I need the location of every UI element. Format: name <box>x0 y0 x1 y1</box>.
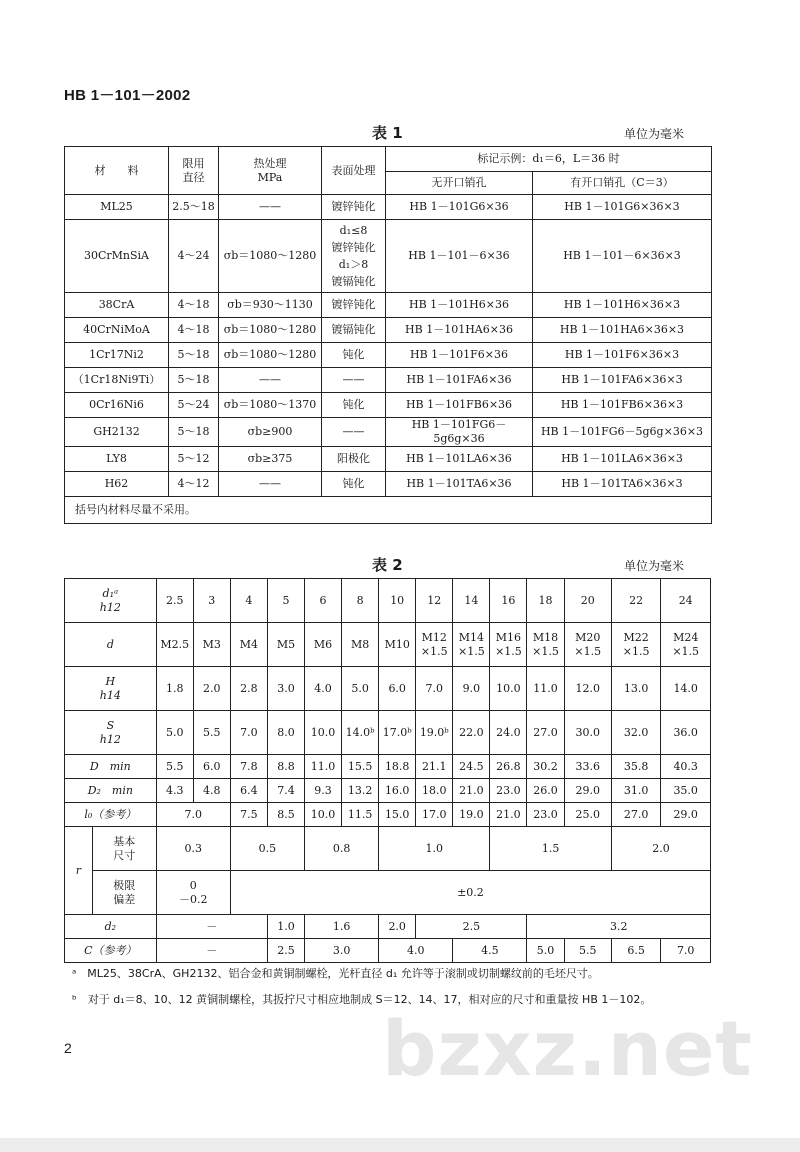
t1-row <box>65 393 712 418</box>
t1-cell-with-hole: HB 1－101FG6－5g6g×36×3 <box>533 418 712 447</box>
t2-cell-S: 5.0 <box>156 711 193 755</box>
t1-cell-surface: 阳极化 <box>322 447 386 472</box>
t2-label-S: S h12 <box>65 711 157 755</box>
t2-cell-D: 15.5 <box>342 755 379 779</box>
t2-cell-H: 9.0 <box>453 667 490 711</box>
t2-cell-r-basic: 0.8 <box>305 827 379 871</box>
t1-cell-surface: d₁≤8 镀锌钝化 d₁＞8 镀镉钝化 <box>322 220 386 293</box>
t2-cell-C: 6.5 <box>611 939 660 963</box>
t2-label-D: D min <box>65 755 157 779</box>
t2-row <box>65 579 711 623</box>
t2-cell-D2: 4.3 <box>156 779 193 803</box>
t2-cell-r-basic: 0.3 <box>156 827 230 871</box>
t2-cell-r-limit: 0 －0.2 <box>156 871 230 915</box>
t2-label-D2: D₂ min <box>65 779 157 803</box>
t1-cell-heat: σb＝1080～1280 <box>219 318 322 343</box>
t1-header-heat: 热处理 MPa <box>219 147 322 195</box>
t2-cell-l0: 21.0 <box>490 803 527 827</box>
t2-cell-l0: 15.0 <box>379 803 416 827</box>
t2-cell-d1: 5 <box>267 579 304 623</box>
t1-cell-heat: σb≥900 <box>219 418 322 447</box>
t2-cell-d: M4 <box>230 623 267 667</box>
t2-cell-C: 5.0 <box>527 939 564 963</box>
t2-cell-r-basic: 1.5 <box>490 827 612 871</box>
t2-cell-d2: 2.5 <box>416 915 527 939</box>
t1-cell-material: LY8 <box>65 447 169 472</box>
t2-cell-D: 11.0 <box>305 755 342 779</box>
t2-label-d: d <box>65 623 157 667</box>
t1-cell-no-hole: HB 1－101FA6×36 <box>386 368 533 393</box>
t1-cell-no-hole: HB 1－101F6×36 <box>386 343 533 368</box>
t2-cell-d: M20 ×1.5 <box>564 623 611 667</box>
t1-cell-material: 38CrA <box>65 293 169 318</box>
t1-cell-diameter: 2.5～18 <box>169 195 219 220</box>
t2-cell-d1: 3 <box>193 579 230 623</box>
t1-cell-no-hole: HB 1－101FB6×36 <box>386 393 533 418</box>
t2-cell-D2: 31.0 <box>611 779 660 803</box>
t1-row <box>65 418 712 447</box>
t2-cell-H: 10.0 <box>490 667 527 711</box>
t1-cell-diameter: 5～18 <box>169 418 219 447</box>
t2-cell-D: 5.5 <box>156 755 193 779</box>
t1-row <box>65 293 712 318</box>
t2-cell-l0: 29.0 <box>661 803 711 827</box>
t2-cell-d1: 16 <box>490 579 527 623</box>
t2-label-r-basic: 基本 尺寸 <box>92 827 156 871</box>
t2-cell-C: 5.5 <box>564 939 611 963</box>
t1-cell-no-hole: HB 1－101LA6×36 <box>386 447 533 472</box>
t1-row <box>65 343 712 368</box>
t2-cell-S: 8.0 <box>267 711 304 755</box>
t2-cell-d1: 18 <box>527 579 564 623</box>
t1-cell-heat: —— <box>219 472 322 497</box>
t1-cell-material: ML25 <box>65 195 169 220</box>
t2-cell-d1: 6 <box>305 579 342 623</box>
t2-cell-d: M6 <box>305 623 342 667</box>
table2 <box>64 578 711 963</box>
t1-cell-diameter: 5～18 <box>169 368 219 393</box>
t1-cell-material: GH2132 <box>65 418 169 447</box>
t1-cell-with-hole: HB 1－101－6×36×3 <box>533 220 712 293</box>
t2-cell-r-basic: 0.5 <box>230 827 304 871</box>
t1-cell-diameter: 4～18 <box>169 293 219 318</box>
t2-cell-d1: 4 <box>230 579 267 623</box>
t1-row <box>65 368 712 393</box>
t2-cell-d2: 1.0 <box>267 915 304 939</box>
t2-row <box>65 755 711 779</box>
t1-cell-surface: 钝化 <box>322 343 386 368</box>
t2-cell-l0: 25.0 <box>564 803 611 827</box>
t2-cell-r-limit: ±0.2 <box>230 871 710 915</box>
t1-cell-heat: σb≥375 <box>219 447 322 472</box>
t2-cell-S: 17.0ᵇ <box>379 711 416 755</box>
t2-cell-H: 1.8 <box>156 667 193 711</box>
t1-cell-surface: 钝化 <box>322 472 386 497</box>
t2-cell-D2: 4.8 <box>193 779 230 803</box>
t2-cell-D: 30.2 <box>527 755 564 779</box>
t2-label-H: H h14 <box>65 667 157 711</box>
t2-cell-D2: 7.4 <box>267 779 304 803</box>
t2-cell-d: M5 <box>267 623 304 667</box>
t2-cell-d: M14 ×1.5 <box>453 623 490 667</box>
t2-cell-d: M8 <box>342 623 379 667</box>
t2-cell-S: 27.0 <box>527 711 564 755</box>
t2-label-d2: d₂ <box>65 915 157 939</box>
t2-label-C: C（参考） <box>65 939 157 963</box>
t2-cell-d1: 8 <box>342 579 379 623</box>
t1-row <box>65 447 712 472</box>
t2-cell-H: 7.0 <box>416 667 453 711</box>
t1-cell-heat: σb＝930～1130 <box>219 293 322 318</box>
t1-row <box>65 220 712 293</box>
t1-cell-with-hole: HB 1－101FB6×36×3 <box>533 393 712 418</box>
t2-cell-S: 10.0 <box>305 711 342 755</box>
t1-cell-no-hole: HB 1－101TA6×36 <box>386 472 533 497</box>
t1-cell-material: H62 <box>65 472 169 497</box>
t2-cell-r-basic: 1.0 <box>379 827 490 871</box>
t2-cell-C: 3.0 <box>305 939 379 963</box>
t2-cell-l0: 27.0 <box>611 803 660 827</box>
t2-cell-D: 33.6 <box>564 755 611 779</box>
t2-cell-H: 3.0 <box>267 667 304 711</box>
t2-cell-l0: 11.5 <box>342 803 379 827</box>
t2-cell-H: 6.0 <box>379 667 416 711</box>
t2-cell-d: M22 ×1.5 <box>611 623 660 667</box>
t1-cell-diameter: 4～18 <box>169 318 219 343</box>
t2-cell-d: M18 ×1.5 <box>527 623 564 667</box>
t1-cell-material: 1Cr17Ni2 <box>65 343 169 368</box>
t1-cell-diameter: 5～18 <box>169 343 219 368</box>
t1-cell-surface: —— <box>322 368 386 393</box>
t2-cell-S: 14.0ᵇ <box>342 711 379 755</box>
t2-cell-C: 7.0 <box>661 939 711 963</box>
t2-cell-H: 2.8 <box>230 667 267 711</box>
t2-cell-H: 11.0 <box>527 667 564 711</box>
t2-cell-D2: 13.2 <box>342 779 379 803</box>
t2-cell-l0: 17.0 <box>416 803 453 827</box>
t2-cell-D: 8.8 <box>267 755 304 779</box>
t2-cell-D2: 29.0 <box>564 779 611 803</box>
t2-cell-D2: 35.0 <box>661 779 711 803</box>
t2-cell-C: － <box>156 939 267 963</box>
t2-cell-D: 7.8 <box>230 755 267 779</box>
t1-cell-with-hole: HB 1－101LA6×36×3 <box>533 447 712 472</box>
bottom-bar <box>0 1138 800 1152</box>
t2-cell-D: 6.0 <box>193 755 230 779</box>
t2-cell-d2: 3.2 <box>527 915 711 939</box>
footnote-b: ᵇ 对于 d₁＝8、10、12 黄铜制螺栓，其扳拧尺寸相应地制成 S＝12、14、17，相对应的尺寸和重量按 HB 1－102。 <box>72 993 652 1006</box>
t1-cell-heat: σb＝1080～1280 <box>219 220 322 293</box>
t2-row <box>65 915 711 939</box>
t2-cell-d2: 2.0 <box>379 915 416 939</box>
t1-cell-heat: σb＝1080～1280 <box>219 343 322 368</box>
t2-cell-S: 36.0 <box>661 711 711 755</box>
t1-header-example: 标记示例：d₁＝6，L＝36 时 <box>386 147 712 172</box>
t2-cell-d1: 12 <box>416 579 453 623</box>
document-number: HB 1－101－2002 <box>64 87 191 104</box>
t2-cell-d2: － <box>156 915 267 939</box>
t2-cell-d1: 10 <box>379 579 416 623</box>
t2-cell-D2: 26.0 <box>527 779 564 803</box>
t1-cell-surface: 镀镉钝化 <box>322 318 386 343</box>
t2-cell-C: 2.5 <box>267 939 304 963</box>
t2-cell-D2: 9.3 <box>305 779 342 803</box>
t1-cell-with-hole: HB 1－101G6×36×3 <box>533 195 712 220</box>
page-number: 2 <box>64 1040 72 1056</box>
t2-cell-D2: 6.4 <box>230 779 267 803</box>
t2-cell-l0: 7.0 <box>156 803 230 827</box>
t2-cell-S: 22.0 <box>453 711 490 755</box>
t2-cell-d1: 2.5 <box>156 579 193 623</box>
t2-cell-d1: 22 <box>611 579 660 623</box>
t2-cell-H: 13.0 <box>611 667 660 711</box>
t1-row <box>65 472 712 497</box>
table2-caption: 表 2 <box>372 556 403 574</box>
t1-note: 括号内材料尽量不采用。 <box>65 497 712 524</box>
t2-row <box>65 623 711 667</box>
t2-row <box>65 827 711 871</box>
t2-cell-d1: 20 <box>564 579 611 623</box>
t1-cell-no-hole: HB 1－101－6×36 <box>386 220 533 293</box>
t1-header-diameter: 限用 直径 <box>169 147 219 195</box>
t2-cell-l0: 8.5 <box>267 803 304 827</box>
t1-header-with-hole: 有开口销孔（C＝3） <box>533 172 712 195</box>
t2-cell-l0: 7.5 <box>230 803 267 827</box>
t1-cell-diameter: 5～24 <box>169 393 219 418</box>
t1-cell-no-hole: HB 1－101H6×36 <box>386 293 533 318</box>
footnote-a: ᵃ ML25、38CrA、GH2132、铝合金和黄铜制螺栓，光杆直径 d₁ 允许等于滚制或切制螺纹前的毛坯尺寸。 <box>72 967 599 980</box>
t1-cell-with-hole: HB 1－101F6×36×3 <box>533 343 712 368</box>
t1-header-material: 材 料 <box>65 147 169 195</box>
t2-cell-l0: 23.0 <box>527 803 564 827</box>
t2-cell-H: 2.0 <box>193 667 230 711</box>
t2-cell-d: M10 <box>379 623 416 667</box>
t2-cell-H: 14.0 <box>661 667 711 711</box>
t2-cell-D: 35.8 <box>611 755 660 779</box>
t2-cell-d2: 1.6 <box>305 915 379 939</box>
t1-cell-with-hole: HB 1－101FA6×36×3 <box>533 368 712 393</box>
t2-row <box>65 871 711 915</box>
t2-cell-C: 4.5 <box>453 939 527 963</box>
t2-row <box>65 667 711 711</box>
t1-cell-no-hole: HB 1－101G6×36 <box>386 195 533 220</box>
t2-cell-D2: 23.0 <box>490 779 527 803</box>
t1-cell-material: （1Cr18Ni9Ti） <box>65 368 169 393</box>
t2-label-r: r <box>65 827 93 915</box>
t2-label-r-limit: 极限 偏差 <box>92 871 156 915</box>
t2-cell-D: 26.8 <box>490 755 527 779</box>
t1-row <box>65 318 712 343</box>
t2-cell-C: 4.0 <box>379 939 453 963</box>
t2-cell-d1: 24 <box>661 579 711 623</box>
t1-header-no-hole: 无开口销孔 <box>386 172 533 195</box>
t1-cell-material: 40CrNiMoA <box>65 318 169 343</box>
t2-label-l0: l₀（参考） <box>65 803 157 827</box>
table1 <box>64 146 712 524</box>
t2-cell-d: M16 ×1.5 <box>490 623 527 667</box>
t1-cell-diameter: 4～12 <box>169 472 219 497</box>
t2-row <box>65 939 711 963</box>
t1-cell-heat: σb＝1080～1370 <box>219 393 322 418</box>
t2-cell-r-basic: 2.0 <box>611 827 710 871</box>
t1-cell-surface: 镀锌钝化 <box>322 293 386 318</box>
t2-cell-S: 5.5 <box>193 711 230 755</box>
t2-row <box>65 803 711 827</box>
t1-cell-with-hole: HB 1－101HA6×36×3 <box>533 318 712 343</box>
t2-cell-d: M2.5 <box>156 623 193 667</box>
t2-cell-D2: 21.0 <box>453 779 490 803</box>
t1-cell-diameter: 4～24 <box>169 220 219 293</box>
t1-cell-surface: —— <box>322 418 386 447</box>
t1-row <box>65 195 712 220</box>
t2-label-d1: d₁ᵃ h12 <box>65 579 157 623</box>
t1-cell-with-hole: HB 1－101H6×36×3 <box>533 293 712 318</box>
t2-cell-S: 7.0 <box>230 711 267 755</box>
t1-cell-material: 30CrMnSiA <box>65 220 169 293</box>
t1-cell-with-hole: HB 1－101TA6×36×3 <box>533 472 712 497</box>
t2-cell-S: 24.0 <box>490 711 527 755</box>
t1-cell-no-hole: HB 1－101FG6－5g6g×36 <box>386 418 533 447</box>
t2-cell-H: 12.0 <box>564 667 611 711</box>
t2-cell-D2: 18.0 <box>416 779 453 803</box>
t2-cell-d: M24 ×1.5 <box>661 623 711 667</box>
t2-cell-S: 32.0 <box>611 711 660 755</box>
t2-cell-H: 4.0 <box>305 667 342 711</box>
table2-unit: 单位为毫米 <box>624 559 685 573</box>
t2-row <box>65 779 711 803</box>
t2-row <box>65 711 711 755</box>
t2-cell-d: M3 <box>193 623 230 667</box>
t1-cell-heat: —— <box>219 368 322 393</box>
t2-cell-D: 24.5 <box>453 755 490 779</box>
t1-cell-surface: 钝化 <box>322 393 386 418</box>
t1-cell-surface: 镀锌钝化 <box>322 195 386 220</box>
t1-cell-material: 0Cr16Ni6 <box>65 393 169 418</box>
t2-cell-S: 19.0ᵇ <box>416 711 453 755</box>
t2-cell-l0: 19.0 <box>453 803 490 827</box>
t2-cell-d: M12 ×1.5 <box>416 623 453 667</box>
t2-cell-D: 40.3 <box>661 755 711 779</box>
t1-header-surface: 表面处理 <box>322 147 386 195</box>
t2-cell-D: 21.1 <box>416 755 453 779</box>
t2-cell-S: 30.0 <box>564 711 611 755</box>
t2-cell-D2: 16.0 <box>379 779 416 803</box>
table1-caption: 表 1 <box>372 124 403 142</box>
t2-cell-H: 5.0 <box>342 667 379 711</box>
t2-cell-l0: 10.0 <box>305 803 342 827</box>
t1-cell-no-hole: HB 1－101HA6×36 <box>386 318 533 343</box>
t1-cell-heat: —— <box>219 195 322 220</box>
t1-cell-diameter: 5～12 <box>169 447 219 472</box>
t2-cell-D: 18.8 <box>379 755 416 779</box>
t2-cell-d1: 14 <box>453 579 490 623</box>
table1-unit: 单位为毫米 <box>624 127 685 141</box>
watermark: bzxz.net <box>382 1004 753 1093</box>
